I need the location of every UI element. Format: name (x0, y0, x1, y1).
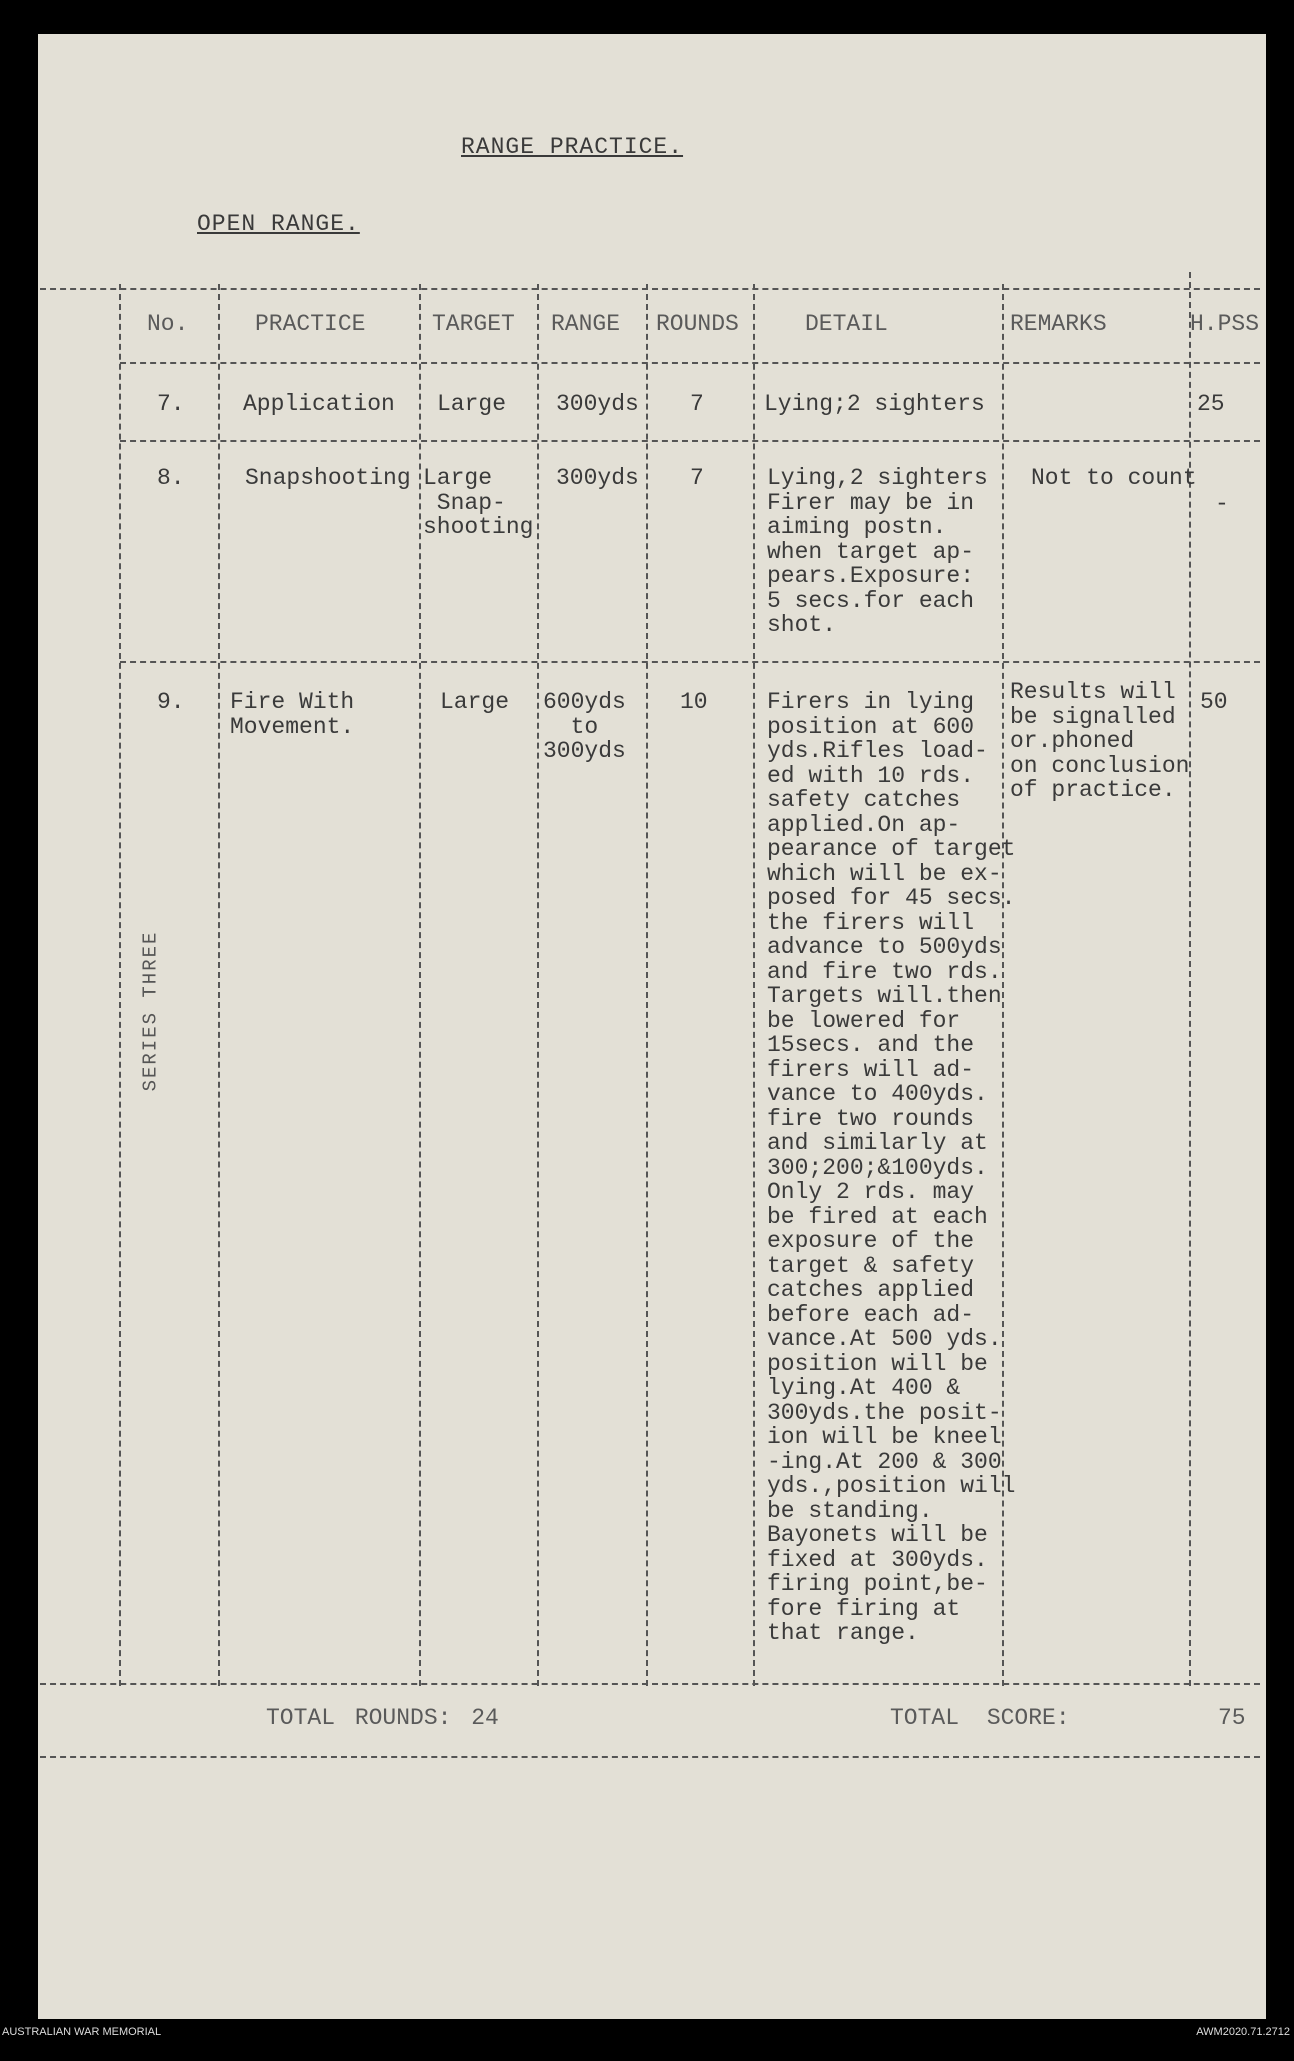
header-rounds: ROUNDS (656, 311, 739, 337)
row-8-no: 8. (157, 465, 185, 491)
row-9-practice: Fire With Movement. (230, 689, 355, 740)
row-7-detail: Lying;2 sighters (764, 391, 985, 417)
col-rule-rounds (646, 284, 648, 1686)
archive-source: AUSTRALIAN WAR MEMORIAL (2, 2026, 162, 2038)
row-8-bottom-rule (120, 661, 1260, 663)
col-rule-practice (218, 284, 220, 1686)
row-8-range: 300yds (556, 465, 639, 491)
header-target: TARGET (432, 311, 515, 337)
page-title: RANGE PRACTICE. (461, 134, 684, 160)
col-rule-range (537, 284, 539, 1686)
section-title: OPEN RANGE. (197, 211, 360, 237)
row-7-bottom-rule (120, 440, 1260, 442)
col-rule-target (419, 284, 421, 1686)
table-top-rule (40, 288, 1260, 290)
row-8-target: Large Snap- shooting (423, 465, 534, 540)
row-9-range: 600yds to 300yds (543, 689, 626, 764)
row-7-target: Large (437, 391, 507, 417)
row-9-detail: Firers in lying position at 600 yds.Rifles load- ed with 10 rds. safety catches applied.On ap- pearance of target which will be ex- posed for 45 secs. the firers will advance to 500yds and fire two rds. Targets will.then be lowered for 15secs. and the firers will ad- vance to 400yds. fire two rounds and similarly at 300;200;&100yds. Only 2 rds. may be fired at each exposure of the target & safety catches applied before each ad- vance.At 500 yds. position will be lying.At 400 & 300yds.the posit- ion will be kneel -ing.At 200 & 300 yds.,position will be standing. Bayonets will be fixed at 300yds. firing point,be- fore firing at that range. (767, 689, 1016, 1646)
row-8-remarks: Not to count (1031, 465, 1197, 491)
table-bottom-rule (40, 1683, 1260, 1685)
row-7-rounds: 7 (690, 391, 704, 417)
row-9-hps: 50 (1200, 689, 1228, 715)
header-no: No. (147, 311, 189, 337)
header-detail: DETAIL (805, 311, 888, 337)
header-remarks: REMARKS (1010, 311, 1107, 337)
series-label: SERIES THREE (139, 930, 162, 1092)
row-9-remarks: Results will be signalled or.phoned on conclusion of practice. (1010, 679, 1190, 803)
row-9-no: 9. (157, 689, 185, 715)
header-bottom-rule (120, 362, 1260, 364)
row-8-rounds: 7 (690, 465, 704, 491)
row-9-target: Large (440, 689, 510, 715)
total-rounds: TOTAL ROUNDS: 24 (266, 1705, 499, 1731)
row-8-detail: Lying,2 sighters Firer may be in aiming postn. when target ap- pears.Exposure: 5 secs.for each shot. (767, 465, 988, 638)
row-7-range: 300yds (556, 391, 639, 417)
header-practice: PRACTICE (255, 311, 366, 337)
header-hps: H.PSS (1190, 311, 1260, 337)
row-7-practice: Application (243, 391, 395, 417)
col-rule-detail (753, 284, 755, 1686)
total-score-label: TOTAL SCORE: (890, 1705, 1070, 1731)
header-range: RANGE (551, 311, 621, 337)
row-9-rounds: 10 (680, 689, 708, 715)
archive-reference: AWM2020.71.2712 (1196, 2026, 1290, 2038)
total-score-value: 75 (1218, 1705, 1246, 1731)
row-8-practice: Snapshooting (245, 465, 411, 491)
table-left-rule (119, 284, 121, 1686)
row-8-hps: - (1215, 491, 1229, 517)
totals-bottom-rule (40, 1756, 1260, 1758)
row-7-hps: 25 (1197, 391, 1225, 417)
row-7-no: 7. (157, 391, 185, 417)
